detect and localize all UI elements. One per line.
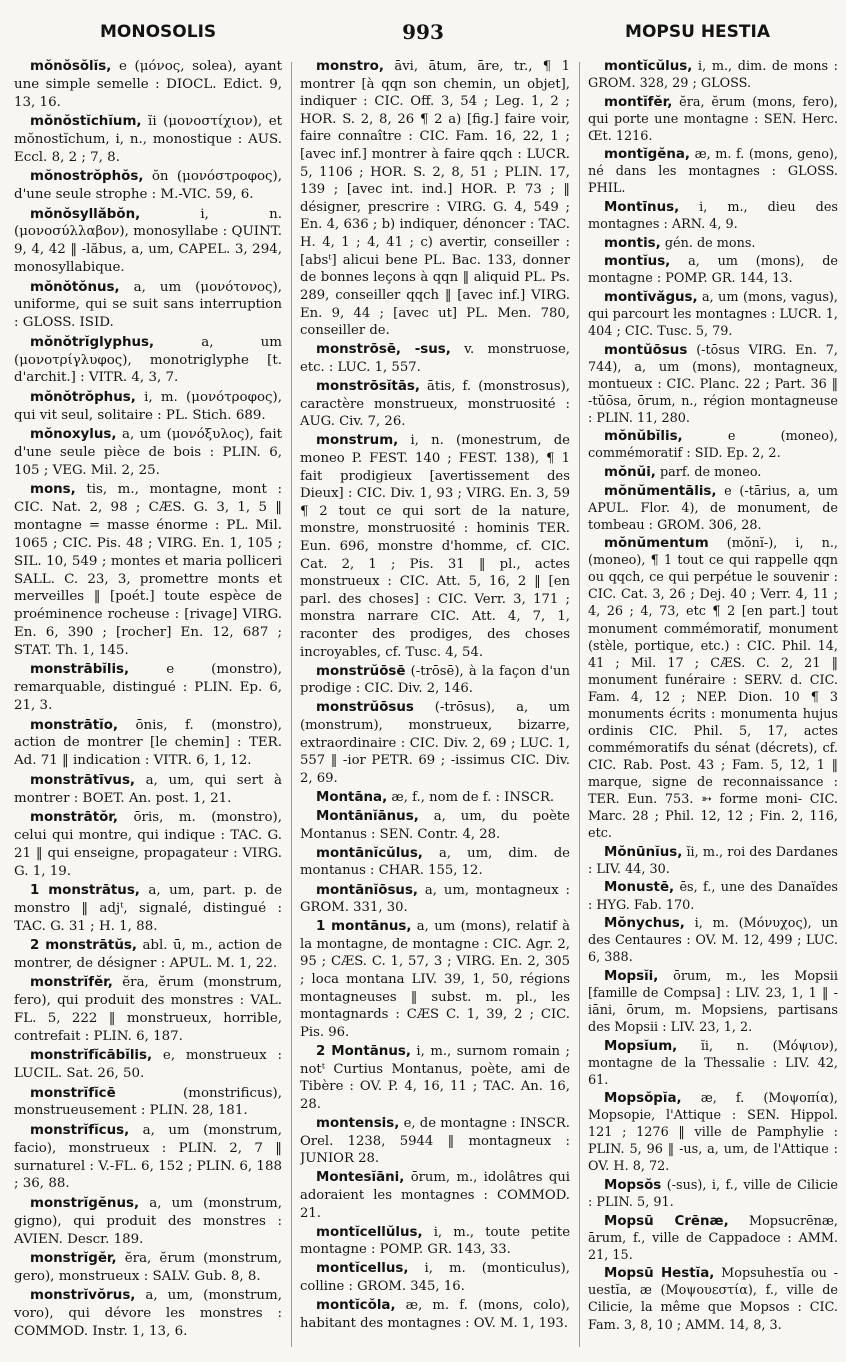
dictionary-entry	[14, 113, 282, 167]
entry-headword: Mŏnychus,	[604, 916, 685, 932]
dictionary-entry	[300, 378, 570, 431]
entry-definition: a, um, part. p. de monstro ‖ adjᵗ, signalé, distingué : TAC. G. 31 ; H. 1, 88.	[14, 882, 282, 934]
entry-definition: a, um, qui sert à montrer : BOET. An. post. 1, 21.	[14, 772, 282, 806]
entry-definition: ōris, m. (monstro), celui qui montre, qui indique : TAC. G. 21 ‖ qui enseigne, propagateur : VIRG. G. 1, 19.	[14, 809, 282, 879]
entry-headword: monstrātŏr,	[30, 809, 119, 825]
entry-headword: Mopsŏpĭa,	[604, 1091, 682, 1107]
entry-headword: Montānĭānus,	[316, 809, 419, 825]
dictionary-entry	[14, 974, 282, 1046]
entry-definition: e, de montagne : INSCR. Orel. 1238, 5944 ‖ montagneux : JUNIOR 28.	[300, 1115, 570, 1167]
entry-headword: mŏnŏstĭchĭum,	[30, 114, 142, 130]
dictionary-entry	[588, 844, 838, 878]
dictionary-entry	[300, 789, 570, 807]
entry-definition: ŏn (μονόστροφος), d'une seule strophe : M.-VIC. 59, 6.	[14, 169, 282, 203]
entry-headword: Mopsĭum,	[604, 1038, 678, 1054]
dictionary-entry	[14, 389, 282, 425]
dictionary-entry	[588, 235, 838, 252]
entry-definition: a, um (monstrum, facio), monstrueux : PLIN. 2, 7 ‖ surnaturel : V.-FL. 6, 152 ; PLIN. 6, 188 ; 36, 88.	[14, 1122, 282, 1192]
entry-headword: monstrōsē, -sus,	[316, 342, 451, 358]
entry-headword: monstrum,	[316, 433, 399, 449]
dictionary-entry	[14, 882, 282, 936]
entry-definition: ĕra, ĕrum (mons, fero), qui porte une montagne : SEN. Herc. Œt. 1216.	[588, 94, 838, 144]
entry-headword: montĭvăgus,	[604, 289, 698, 305]
entry-headword: mŏnŏsyllăbŏn,	[30, 206, 141, 222]
dictionary-entry	[588, 146, 838, 197]
header-right-guideword: MOPSU HESTIA	[625, 22, 770, 42]
entry-headword: 1 montānus,	[316, 919, 412, 935]
dictionary-entry	[300, 699, 570, 787]
entry-definition: æ, f. (Μοψοπία), Mopsopie, l'Attique : SEN. Hippol. 121 ; 1276 ‖ ville de Pamphylie : PLIN. 5, 96 ‖ -us, a, um, de l'Attique : OV. H. 8, 72.	[588, 1091, 838, 1175]
column-1	[14, 58, 282, 1353]
entry-headword: Montesĭāni,	[316, 1170, 405, 1186]
entry-definition: æ, m. f. (mons, geno), né dans les montagnes : GLOSS. PHIL.	[588, 147, 838, 197]
entry-headword: monstrĭfĭcē	[30, 1085, 116, 1101]
dictionary-entry	[14, 1085, 282, 1121]
entry-headword: mŏnŭmentum	[604, 536, 709, 552]
dictionary-entry	[300, 1115, 570, 1168]
dictionary-entry	[588, 199, 838, 233]
dictionary-entry	[588, 968, 838, 1036]
entry-definition: i, n. (μονοσύλλαβον), monosyllabe : QUINT. 9, 4, 42 ‖ -lăbus, a, um, CAPEL. 3, 294, monosyllabique.	[14, 206, 282, 276]
entry-headword: monstrĭgĕr,	[30, 1250, 117, 1266]
entry-definition: Mopsucrēnæ, ārum, f., ville de Cappadoce : AMM. 21, 15.	[588, 1213, 838, 1263]
entry-headword: montensis,	[316, 1115, 400, 1131]
dictionary-entry	[588, 1265, 838, 1333]
dictionary-entry	[588, 1090, 838, 1175]
entry-headword: Montīnus,	[604, 200, 680, 215]
entry-headword: mŏnostrŏphŏs,	[30, 169, 144, 185]
dictionary-entry	[14, 717, 282, 771]
dictionary-entry	[14, 279, 282, 333]
entry-definition: ēs, f., une des Danaïdes : HYG. Fab. 170.	[588, 880, 838, 913]
running-header	[0, 18, 846, 48]
entry-definition: ōnis, f. (monstro), action de montrer [le chemin] : TER. Ad. 71 ‖ indication : VITR. 6, 1, 12.	[14, 717, 282, 769]
entry-headword: Mŏnūnĭus,	[604, 844, 683, 860]
entry-headword: mŏnŭbĭlis,	[604, 429, 683, 445]
entry-definition: a, um (mons, vagus), qui parcourt les montagnes : LUCR. 1, 404 ; CIC. Tusc. 5, 79.	[588, 289, 838, 339]
dictionary-entry	[588, 342, 838, 427]
entry-headword: Monustē,	[604, 880, 675, 896]
entry-definition: i, m., toute petite montagne : POMP. GR. 143, 33.	[300, 1224, 570, 1258]
entry-headword: monstrātīvus,	[30, 772, 136, 788]
entry-headword: monstrĭvŏrus,	[30, 1288, 136, 1304]
entry-headword: montis,	[604, 235, 661, 251]
entry-definition: ĕra, ĕrum (monstrum, gero), monstrueux : SALV. Gub. 8, 8.	[14, 1250, 282, 1284]
entry-definition: æ, f., nom de f. : INSCR.	[391, 789, 555, 805]
dictionary-entry	[14, 1047, 282, 1083]
entry-headword: monstrĭfĭcābĭlis,	[30, 1048, 153, 1064]
entry-headword: Mopsŏs	[604, 1178, 662, 1193]
entry-definition: (-trōsus), a, um (monstrum), monstrueux, bizarre, extraordinaire : CIC. Div. 2, 69 ; LUC. 1, 557 ‖ -ior PETR. 69 ; -issimus CIC. Div. 2, 69.	[300, 700, 570, 786]
entry-headword: monstrŭōsē	[316, 663, 406, 679]
entry-definition: a, um (monstrum, gigno), qui produit des monstres : AVIEN. Descr. 189.	[14, 1195, 282, 1247]
entry-definition: ōrum, m., les Mopsii [famille de Compsa] : LIV. 23, 1, 1 ‖ -iāni, ōrum, m. Mopsiens, partisans des Mopsii : LIV. 23, 1, 2.	[588, 968, 838, 1035]
entry-headword: montĭfĕr,	[604, 94, 673, 110]
dictionary-entry	[300, 1297, 570, 1332]
column-divider	[579, 62, 580, 1347]
dictionary-entry	[14, 661, 282, 715]
entry-definition: a, um (μονόξυλος), fait d'une seule pièce de bois : PLIN. 6, 105 ; VEG. Mil. 2, 25.	[14, 427, 282, 478]
entry-definition: a, um, (monstrum, voro), qui dévore les monstres : COMMOD. Instr. 1, 13, 6.	[14, 1288, 282, 1339]
entry-headword: monstrābĭlis,	[30, 662, 130, 678]
entry-definition: ātis, f. (monstrosus), caractère monstrueux, monstruosité : AUG. Civ. 7, 26.	[300, 378, 570, 430]
dictionary-entry	[300, 58, 570, 340]
entry-definition: e, monstrueux : LUCIL. Sat. 26, 50.	[14, 1048, 282, 1082]
entry-definition: a, um (mons), de montagne : POMP. GR. 144, 13.	[588, 254, 838, 287]
entry-headword: monstrōsĭtās,	[316, 378, 420, 394]
entry-headword: mŏnŏtŏnus,	[30, 279, 120, 295]
entry-definition: a, um (mons), relatif à la montagne, de montagne : CIC. Agr. 2, 95 ; CÆS. C. 1, 57, 3 ; VIRG. En. 2, 305 ; loca montana LIV. 39, 1, 50, régions montagneuses ‖ subst. m. pl., les montagnards : CÆS C. 1, 39, 2 ; CIC. Pis. 96.	[300, 919, 570, 1040]
entry-headword: montĭcellŭlus,	[316, 1224, 423, 1240]
entry-headword: mons,	[30, 482, 76, 498]
entry-headword: monstrĭfĭcus,	[30, 1122, 130, 1138]
entry-definition: āvi, ātum, āre, tr., ¶ 1 montrer [à qqn son chemin, un objet], indiquer : CIC. Off. 3, 54 ; Leg. 1, 2 ; HOR. S. 2, 8, 26 ¶ 2 a) [fig.] faire voir, faire connaître : CIC. Fam. 16, 22, 1 ; [avec inf.] montrer à faire qqch : LUCR. 5, 1106 ; HOR. S. 2, 8, 51 ; PLIN. 17, 139 ; [avec int. ind.] HOR. P. 73 ; ‖ désigner, prescrire : VIRG. G. 4, 549 ; En. 4, 636 ; b) indiquer, dénoncer : TAC. H. 4, 1 ; 4, 41 ; c) avertir, conseiller : [absᵗ] alicui bene PL. Bac. 133, donner de bonnes leçons à qqn ‖ aliquid PL. Ps. 289, conseiller qqch ‖ [avec inf.] VIRG. En. 9, 44 ; [avec ut] PL. Men. 780, conseiller de.	[300, 59, 570, 339]
dictionary-entry	[588, 483, 838, 534]
entry-headword: montĭcŭlus,	[604, 59, 693, 74]
entry-definition: i, m., surnom romain ; notᵗ Curtius Montanus, poète, ami de Tibère : OV. P. 4, 16, 11 ; TAC. An. 16, 28.	[300, 1044, 570, 1112]
dictionary-entry	[588, 58, 838, 92]
dictionary-entry	[300, 918, 570, 1041]
entry-headword: Montāna,	[316, 789, 388, 805]
header-left-guideword: MONOSOLIS	[100, 22, 217, 42]
entry-definition: a, um, dim. de montanus : CHAR. 155, 12.	[300, 845, 570, 879]
entry-headword: mŏnŏtrĭglyphus,	[30, 334, 155, 350]
entry-headword: Mopsū Crēnæ,	[604, 1213, 729, 1229]
dictionary-entry	[588, 253, 838, 287]
dictionary-entry	[14, 937, 282, 973]
dictionary-entry	[14, 481, 282, 660]
entry-definition: a, um (μονότονος), uniforme, qui se suit sans interruption : GLOSS. ISID.	[14, 279, 282, 331]
entry-definition: (-trōsē), à la façon d'un prodige : CIC. Div. 2, 146.	[300, 663, 570, 697]
entry-headword: monstro,	[316, 59, 384, 74]
dictionary-entry	[588, 1038, 838, 1089]
dictionary-entry	[300, 341, 570, 376]
entry-definition: abl. ū, m., action de montrer, de désigner : APUL. M. 1, 22.	[14, 938, 282, 971]
entry-headword: mŏnŭmentālis,	[604, 483, 717, 499]
entry-headword: mŏnŏtrŏphus,	[30, 389, 136, 405]
entry-headword: montĭus,	[604, 254, 671, 270]
dictionary-entry	[14, 772, 282, 808]
entry-definition: i, n. (monestrum, de moneo P. FEST. 140 ; FEST. 138), ¶ 1 fait prodigieux [avertissement des Dieux] : CIC. Div. 1, 93 ; VIRG. En. 3, 59 ¶ 2 tout ce qui sort de la nature, monstre, monstruosité : hominis TER. Eun. 696, monstre d'homme, cf. CIC. Cat. 2, 1 ; Pis. 31 ‖ pl., actes monstrueux : CIC. Att. 5, 16, 2 ‖ [en parl. des choses] : CIC. Verr. 3, 171 ; monstra narrare CIC. Att. 4, 7, 1, raconter des prodiges, des choses incroyables, cf. Tusc. 4, 54.	[300, 433, 570, 660]
entry-headword: monstrŭōsus	[316, 700, 414, 716]
dictionary-entry	[14, 168, 282, 204]
dictionary-entry	[14, 1122, 282, 1194]
entry-headword: monstrĭgĕnus,	[30, 1195, 140, 1211]
entry-definition: i, m. (monticulus), colline : GROM. 345, 16.	[300, 1261, 570, 1294]
dictionary-entry	[300, 1224, 570, 1259]
dictionary-entry	[588, 915, 838, 966]
dictionary-entry	[14, 426, 282, 480]
entry-definition: ĭi (μονοστίχιον), et mŏnostĭchum, i, n., monostique : AUS. Eccl. 8, 2 ; 7, 8.	[14, 114, 282, 165]
column-divider	[291, 62, 292, 1347]
entry-headword: mŏnoxylus,	[30, 427, 117, 442]
dictionary-entry	[588, 1177, 838, 1211]
dictionary-entry	[588, 289, 838, 340]
entry-headword: 2 monstrātŭs,	[30, 938, 137, 953]
entry-definition: (-tōsus VIRG. En. 7, 744), a, um (mons), montagneux, montueux : CIC. Planc. 22 ; Part. 36 ‖ -tŭōsa, ōrum, n., région montagneuse : PLIN. 11, 280.	[588, 342, 838, 426]
entry-definition: i, m., dieu des montagnes : ARN. 4, 9.	[588, 200, 838, 233]
entry-headword: 1 monstrātus,	[30, 882, 140, 898]
entry-definition: ĭi, n. (Μόψιον), montagne de la Thessalie : LIV. 42, 61.	[588, 1038, 838, 1088]
dictionary-entry	[588, 464, 838, 481]
dictionary-entry	[588, 428, 838, 462]
entry-definition: æ, m. f. (mons, colo), habitant des montagnes : OV. M. 1, 193.	[300, 1298, 570, 1331]
entry-headword: mŏnŏsŏlĭs,	[30, 59, 112, 74]
entry-definition: e (moneo), commémoratif : SID. Ep. 2, 2.	[588, 429, 838, 462]
dictionary-entry	[300, 808, 570, 843]
dictionary-entry	[14, 58, 282, 112]
dictionary-entry	[300, 663, 570, 698]
entry-definition: ĭi, m., roi des Dardanes : LIV. 44, 30.	[588, 844, 838, 877]
entry-headword: montĭcellus,	[316, 1261, 409, 1277]
entry-definition: Mopsuhestĭa ou -uestĭa, æ (Μοψουεστία), f., ville de Cilicie, la même que Mopsos : CIC. Fam. 3, 8, 10 ; AMM. 14, 8, 3.	[588, 1266, 838, 1333]
dictionary-entry	[14, 1195, 282, 1249]
entry-definition: e (μόνος, solea), ayant une simple semelle : DIOCL. Edict. 9, 13, 16.	[14, 59, 282, 110]
dictionary-entry	[14, 809, 282, 881]
entry-definition: i, m. (μονότροφος), qui vit seul, solitaire : PL. Stich. 689.	[14, 389, 282, 423]
dictionary-entry	[588, 1213, 838, 1264]
entry-definition: (-sus), i, f., ville de Cilicie : PLIN. 5, 91.	[588, 1178, 838, 1211]
entry-headword: Mopsū Hestĭa,	[604, 1266, 715, 1282]
entry-definition: gén. de mons.	[664, 235, 756, 251]
entry-headword: montĭgĕna,	[604, 147, 690, 163]
dictionary-entry	[14, 1287, 282, 1341]
dictionary-entry	[588, 879, 838, 913]
dictionary-entry	[14, 334, 282, 388]
entry-headword: montŭōsus	[604, 342, 688, 358]
dictionary-entry	[300, 882, 570, 917]
entry-definition: tis, m., montagne, mont : CIC. Nat. 2, 98 ; CÆS. G. 3, 1, 5 ‖ montagne = masse énorme : PL. Mil. 1065 ; CIC. Pis. 48 ; VIRG. En. 1, 105 ; SIL. 10, 549 ; montes et maria polliceri SALL. C. 23, 3, promettre monts et merveilles ‖ [poét.] toute espèce de proéminence rocheuse : [rivage] VIRG. En. 6, 390 ; [rocher] En. 12, 687 ; STAT. Th. 1, 145.	[14, 482, 282, 658]
entry-definition: parf. de moneo.	[659, 464, 762, 480]
dictionary-entry	[588, 535, 838, 842]
dictionary-entry	[300, 845, 570, 880]
dictionary-entry	[14, 1250, 282, 1286]
entry-definition: a, um, montagneux : GROM. 331, 30.	[300, 882, 570, 916]
entry-definition: a, um, du poète Montanus : SEN. Contr. 4, 28.	[300, 809, 570, 842]
dictionary-entry	[300, 1260, 570, 1295]
dictionary-entry	[300, 1169, 570, 1222]
page-number: 993	[402, 20, 444, 44]
entry-definition: e (monstro), remarquable, distingué : PLIN. Ep. 6, 21, 3.	[14, 662, 282, 714]
column-3	[588, 58, 838, 1353]
dictionary-entry	[14, 206, 282, 278]
entry-headword: monstrātĭo,	[30, 717, 118, 733]
entry-definition: i, m. (Μόνυχος), un des Centaures : OV. M. 12, 499 ; LUC. 6, 388.	[588, 916, 838, 966]
entry-definition: ōrum, m., idolâtres qui adoraient les montagnes : COMMOD. 21.	[300, 1170, 570, 1221]
entry-headword: montānĭcŭlus,	[316, 845, 423, 861]
dictionary-entry	[300, 432, 570, 661]
column-2	[300, 58, 570, 1353]
entry-headword: mŏnŭi,	[604, 464, 656, 480]
entry-definition: (mŏnĭ-), i, n., (moneo), ¶ 1 tout ce qui rappelle qqn ou qqch, ce qui perpétue le souvenir : CIC. Cat. 3, 26 ; Dej. 40 ; Verr. 4, 11 ; 4, 26 ; 4, 73, etc ¶ 2 [en part.] tout monument commémoratif, monument (stèle, portique, etc.) : CIC. Phil. 14, 41 ; Mil. 17 ; CÆS. C. 2, 21 ‖ monument funéraire : SERV. d. CIC. Fam. 4, 12 ; NEP. Dion. 10 ¶ 3 monuments écrits : monumenta hujus ordinis CIC. Phil. 5, 17, actes commémoratifs du sénat (décrets), cf. CIC. Rab. Post. 43 ; Fam. 5, 12, 1 ‖ marque, signe de reconnaissance : TER. Eun. 753. ➳ forme moni- CIC. Marc. 28 ; Phil. 12, 12 ; Fin. 2, 116, etc.	[588, 536, 838, 842]
dictionary-entry	[588, 94, 838, 145]
entry-headword: Mopsĭi,	[604, 968, 659, 984]
entry-definition: v. monstruose, etc. : LUC. 1, 557.	[300, 342, 570, 375]
entry-headword: montānĭōsus,	[316, 882, 419, 898]
entry-definition: e (-tārius, a, um APUL. Flor. 4), de monument, de tombeau : GROM. 306, 28.	[588, 483, 838, 533]
entry-headword: 2 Montānus,	[316, 1044, 411, 1060]
entry-headword: montĭcŏla,	[316, 1298, 396, 1314]
entry-definition: (monstrificus), monstrueusement : PLIN. 28, 181.	[14, 1085, 282, 1119]
entry-headword: monstrĭfĕr,	[30, 975, 113, 991]
entry-definition: ĕra, ĕrum (monstrum, fero), qui produit des monstres : VAL. FL. 5, 222 ‖ monstrueux, horrible, contrefait : PLIN. 6, 187.	[14, 975, 282, 1044]
entry-definition: a, um (μονοτρίγλυφος), monotriglyphe [t. d'archit.] : VITR. 4, 3, 7.	[14, 334, 282, 386]
entry-definition: i, m., dim. de mons : GROM. 328, 29 ; GLOSS.	[588, 59, 838, 92]
dictionary-entry	[300, 1043, 570, 1113]
